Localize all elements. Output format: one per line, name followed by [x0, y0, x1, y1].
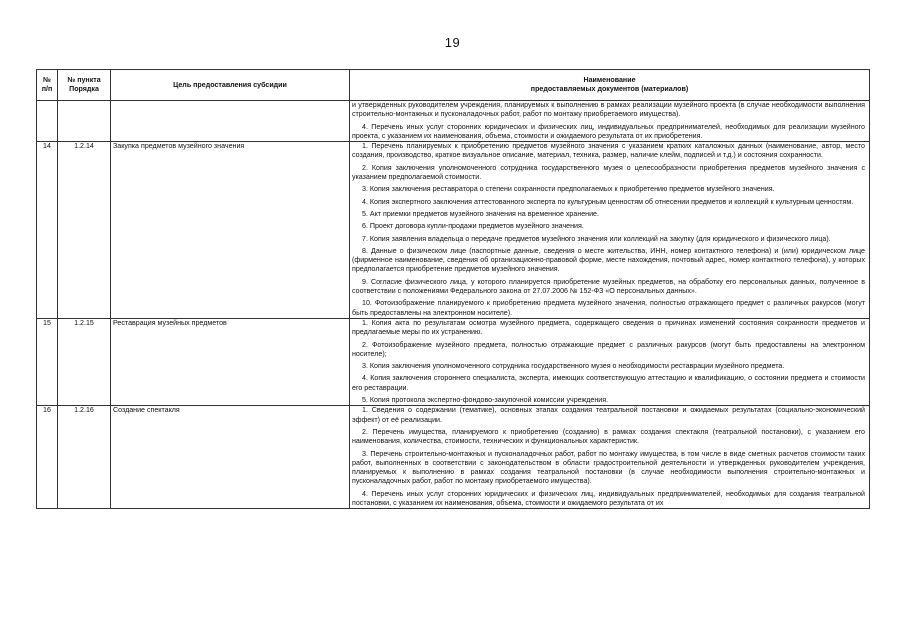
doc-item: 8. Данные о физическом лице (паспортные данные, сведения о месте жительства, ИНН, номер контактного телефона) и (или) юридическом лице (фирменное наименование, сведения об организационно-правовой форме, месте нахождения, почтовый адрес, номер контактного телефона), у которых предполагается приобретение предметов музейного значения.	[352, 246, 865, 274]
row-docs	[350, 101, 870, 142]
table-row	[37, 101, 870, 142]
row-punkt: 1.2.15	[58, 318, 111, 405]
table-header-row	[37, 70, 870, 101]
doc-item: 3. Копия заключения реставратора о степени сохранности предполагаемых к приобретению предметов музейного значения.	[362, 185, 775, 194]
row-num	[37, 101, 58, 142]
subsidy-documents-table	[36, 69, 870, 509]
header-num: № п/п	[37, 70, 58, 101]
table-row	[37, 406, 870, 509]
doc-item: 4. Копия заключения стороннего специалиста, эксперта, имеющих соответствующую аттестацию и квалификацию, о состоянии предмета и стоимости его реставрации.	[352, 374, 865, 392]
header-punkt: № пункта Порядка	[58, 70, 111, 101]
table-row	[37, 142, 870, 319]
header-docs-line2: предоставляемых документов (материалов)	[530, 85, 689, 93]
header-docs	[350, 70, 870, 101]
row-docs	[350, 142, 870, 319]
row-punkt: 1.2.16	[58, 406, 111, 509]
doc-item: 1. Перечень планируемых к приобретению предметов музейного значения с указанием кратких каталожных данных (наименование, автор, место создания, производство, краткое визуальное описание, материал, техника, размер, наличие клейм, подписей и т.д.) и состояния сохранности.	[352, 142, 865, 160]
doc-item: 6. Проект договора купли-продажи предметов музейного значения.	[362, 222, 584, 231]
row-goal	[111, 101, 350, 142]
doc-item: 2. Копия заключения уполномоченного сотрудника государственного музея о целесообразности приобретения предметов музейного значения с указанием предполагаемой стоимости.	[352, 163, 865, 182]
row-num: 16	[37, 406, 58, 509]
doc-item: 10. Фотоизображение планируемого к приобретению предмета музейного значения, полностью отражающего предмет с различных ракурсов (могут быть предоставлены на электронном носителе).	[352, 299, 865, 317]
doc-item: 5. Копия протокола экспертно-фондово-закупочной комиссии учреждения.	[362, 396, 609, 405]
row-num: 15	[37, 318, 58, 405]
header-docs-line1: Наименование	[583, 76, 636, 84]
row-docs	[350, 318, 870, 405]
doc-item: 2. Перечень имущества, планируемого к приобретению (созданию) в рамках создания спектакля (театральной постановки), с указанием его наименования, количества, стоимости, технических и функциональных характеристик.	[352, 427, 865, 446]
doc-item: 4. Перечень иных услуг сторонних юридических и физических лиц, индивидуальных предпринимателей, необходимых для создания театральной постановки, с указанием их наименования, объема, стоимости и ожидаемого результата от их	[352, 489, 865, 507]
row-punkt	[58, 101, 111, 142]
doc-item: 9. Согласие физического лица, у которого планируется приобретение музейных предметов, на обработку его персональных данных, полученное в соответствии с положениями Федерального закона от 27.07.2006 № 152-ФЗ «О персональных данных».	[352, 277, 865, 296]
doc-item: и утвержденных руководителем учреждения, планируемых к выполнению в рамках реализации музейного проекта (в случае необходимости выполнения строительно-монтажных и пусконаладочных работ, работ по монтажу приобретаемого имущества).	[352, 101, 865, 119]
doc-item: 4. Копия экспертного заключения аттестованного эксперта по культурным ценностям об отнесении предметов и коллекций к культурным ценностям.	[362, 197, 854, 206]
row-docs	[350, 406, 870, 509]
row-num: 14	[37, 142, 58, 319]
doc-item: 7. Копия заявления владельца о передаче предметов музейного значения или коллекций на закупку (для юридического и физического лица).	[362, 234, 831, 243]
doc-item: 1. Копия акта по результатам осмотра музейного предмета, содержащего сведения о причинах изменений состояния сохранности предметов и предлагаемые меры по их устранению.	[352, 318, 865, 337]
row-punkt: 1.2.14	[58, 142, 111, 319]
header-goal: Цель предоставления субсидии	[111, 70, 350, 101]
row-goal: Реставрация музейных предметов	[111, 318, 350, 405]
doc-item: 3. Копия заключения уполномоченного сотрудника государственного музея о необходимости реставрации музейного предмета.	[362, 362, 785, 371]
table-row	[37, 318, 870, 405]
doc-item: 4. Перечень иных услуг сторонних юридических и физических лиц, индивидуальных предпринимателей, необходимых для реализации музейного проекта, с указанием их наименования, объема, стоимости и ожидаемого результата от их приобретения.	[352, 122, 865, 140]
doc-item: 2. Фотоизображение музейного предмета, полностью отражающие предмет с различных ракурсов (могут быть предоставлены на электронном носителе);	[352, 340, 865, 358]
doc-item: 5. Акт приемки предметов музейного значения на временное хранение.	[362, 209, 599, 218]
row-goal: Закупка предметов музейного значения	[111, 142, 350, 319]
row-goal: Создание спектакля	[111, 406, 350, 509]
doc-item: 1. Сведения о содержании (тематике), основных этапах создания театральной постановки и ожидаемых результатах (социально-экономический эффект) от её реализации.	[352, 406, 865, 424]
page-number: 19	[444, 35, 461, 50]
doc-item: 3. Перечень строительно-монтажных и пусконаладочных работ, работ по монтажу имущества, в том числе в виде сметных расчетов стоимости таких работ, выполненных в соответствии с законодательством в области градостроительной деятельности и утвержденных руководителем учреждения, планируемых к выполнению в рамках создания театральной постановки (в случае необходимости выполнения строительно-монтажных и пусконаладочных работ, работ по монтажу приобретаемого имущества).	[352, 449, 865, 486]
